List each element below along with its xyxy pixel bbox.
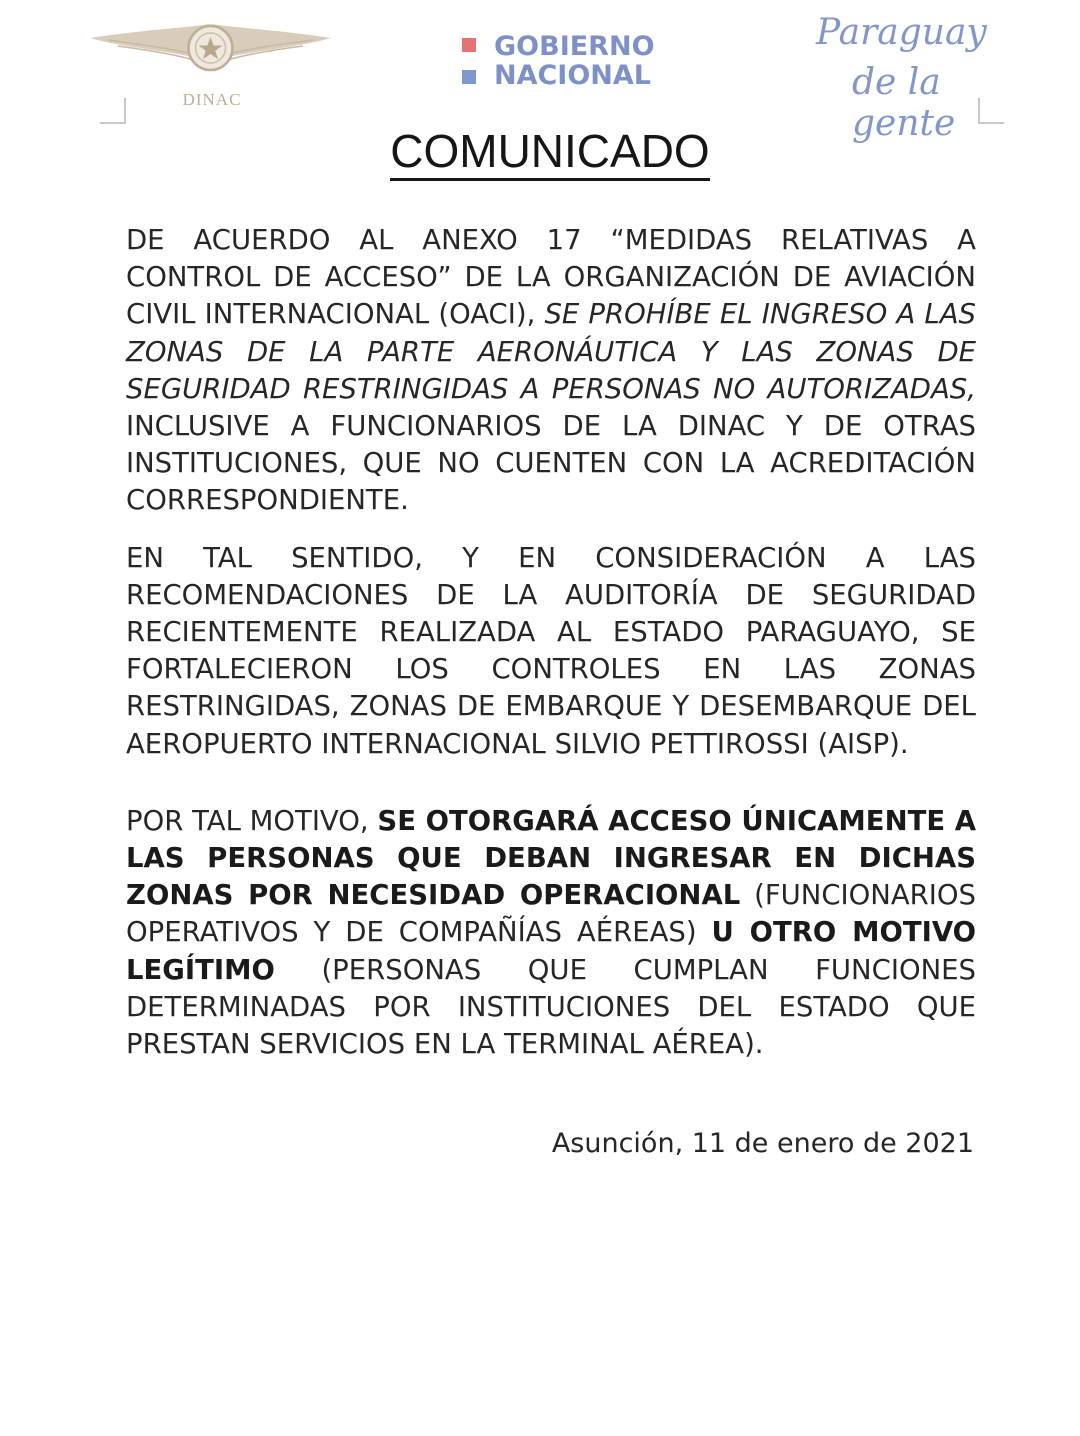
crop-mark-left xyxy=(100,98,126,124)
gobierno-text: GOBIERNO xyxy=(494,31,655,62)
paragraph-1: DE ACUERDO AL ANEXO 17 “MEDIDAS RELATIVAS A CONTROL DE ACCESO” DE LA ORGANIZACIÓN DE AVIACIÓN CIVIL INTERNACIONAL (OACI), SE PROHÍBE EL INGRESO A LAS ZONAS DE LA PARTE AERONÁUTICA Y LAS ZONAS DE SEGURIDAD RESTRINGIDAS A PERSONAS NO AUTORIZADAS, INCLUSIVE A FUNCIONARIOS DE LA DINAC Y DE OTRAS INSTITUCIONES, QUE NO CUENTEN CON LA ACREDITACIÓN CORRESPONDIENTE. xyxy=(126,224,976,517)
crop-mark-right xyxy=(978,98,1004,124)
prohibition-italic: SE PROHÍBE EL INGRESO A LAS ZONAS DE LA PARTE AERONÁUTICA Y LAS ZONAS DE SEGURIDAD RESTRINGIDAS A PERSONAS NO AUTORIZADAS, xyxy=(126,298,976,405)
place-and-date: Asunción, 11 de enero de 2021 xyxy=(551,1128,974,1159)
document-body xyxy=(126,222,976,1063)
access-bold-1: SE OTORGARÁ ACCESO ÚNICAMENTE A LAS PERSONAS QUE DEBAN INGRESAR EN DICHAS ZONAS POR NECESIDAD OPERACIONAL xyxy=(126,804,977,912)
red-square-icon xyxy=(462,38,476,52)
paragraph-2: EN TAL SENTIDO, Y EN CONSIDERACIÓN A LAS RECOMENDACIONES DE LA AUDITORÍA DE SEGURIDAD RECIENTEMENTE REALIZADA AL ESTADO PARAGUAYO, SE FORTALECIERON LOS CONTROLES EN LAS ZONAS RESTRINGIDAS, ZONAS DE EMBARQUE Y DESEMBARQUE DEL AEROPUERTO INTERNACIONAL SILVIO PETTIROSSI (AISP). xyxy=(126,541,976,760)
dinac-wordmark: DINAC xyxy=(182,90,242,109)
blue-square-icon xyxy=(462,70,476,84)
page-title: COMUNICADO xyxy=(0,124,1080,178)
paragraph-3: POR TAL MOTIVO, SE OTORGARÁ ACCESO ÚNICAMENTE A LAS PERSONAS QUE DEBAN INGRESAR EN DICHAS ZONAS POR NECESIDAD OPERACIONAL (FUNCIONARIOS OPERATIVOS Y DE COMPAÑÍAS AÉREAS) U OTRO MOTIVO LEGÍTIMO (PERSONAS QUE CUMPLAN FUNCIONES DETERMINADAS POR INSTITUCIONES DEL ESTADO QUE PRESTAN SERVICIOS EN LA TERMINAL AÉREA). xyxy=(126,804,977,1061)
winged-emblem-icon xyxy=(88,16,333,86)
access-bold-2: U OTRO MOTIVO LEGÍTIMO xyxy=(126,916,976,986)
gobierno-nacional-logo xyxy=(460,31,690,94)
letterhead xyxy=(0,0,1080,144)
de-la-gente-text: de la gente xyxy=(852,62,956,144)
paraguay-text: Paraguay xyxy=(816,12,987,53)
nacional-text: NACIONAL xyxy=(494,60,652,91)
